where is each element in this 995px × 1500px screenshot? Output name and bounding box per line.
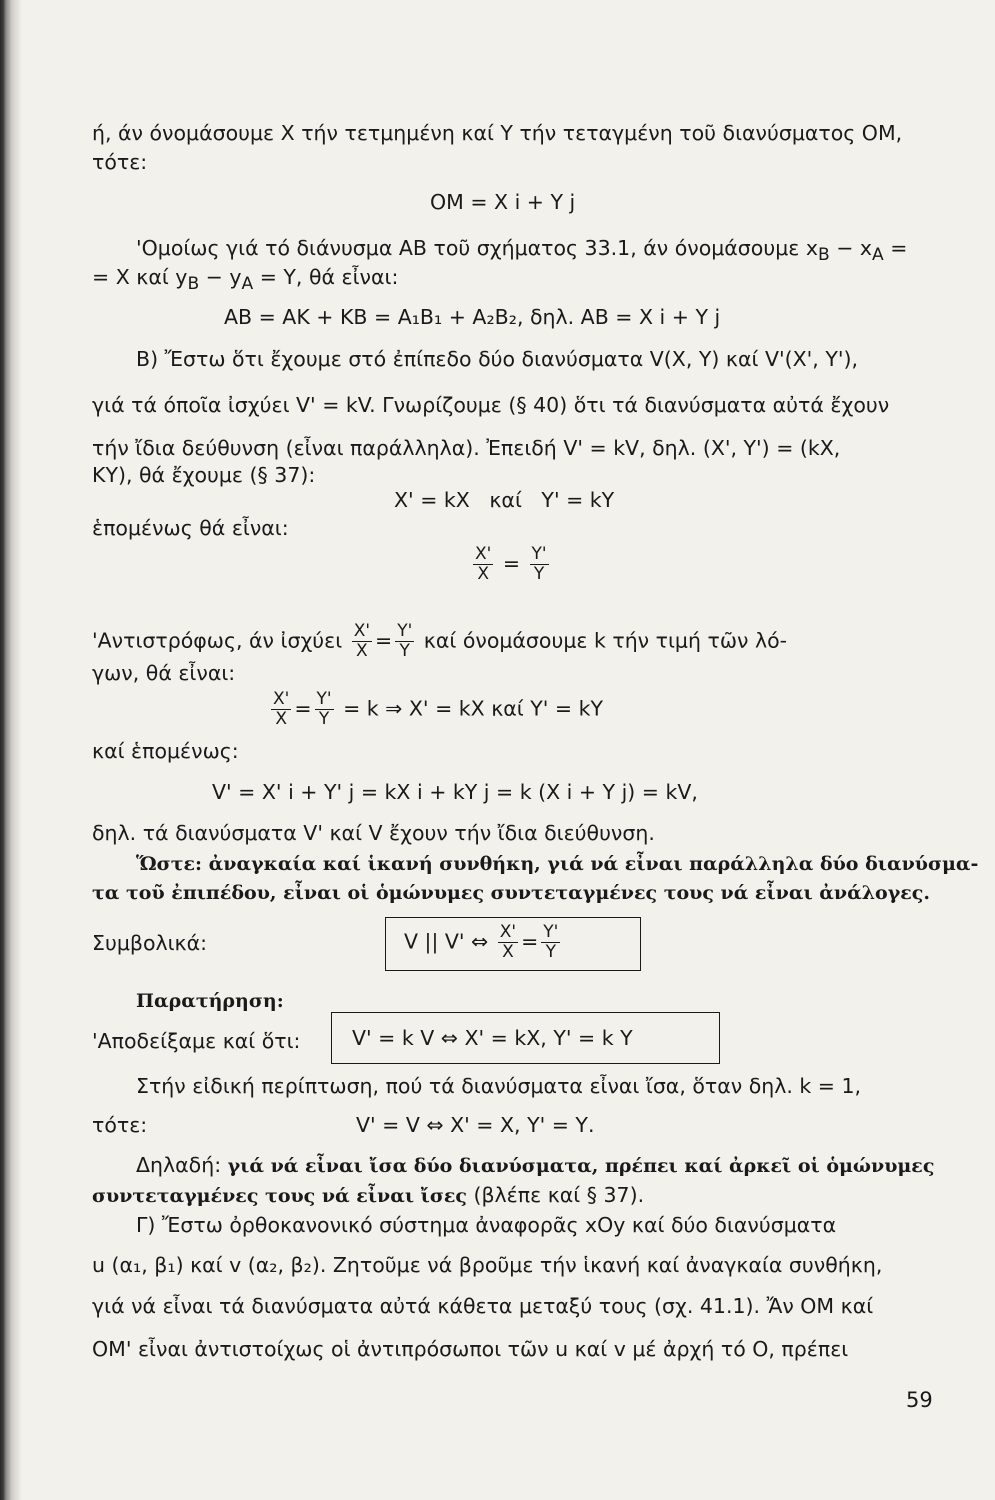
equation: $\frac{X'}{X}$ = $\frac{\Upsilon'}{\Upsilon}$ [475,544,547,584]
equation: ΟΜ = Χ i + Υ j [430,190,576,214]
text-line: 'Αποδείξαμε καί ὅτι: [92,1029,301,1053]
text-line: γιά νά εἶναι τά διανύσματα αὐτά κάθετα μεταξύ τους (σχ. 41.1). Ἄν ΟΜ καί [92,1294,874,1318]
text-line: συντεταγμένες τους νά εἶναι ἴσες (βλέπε καί § 37). [92,1183,645,1207]
text-line: Στήν εἰδική περίπτωση, πού τά διανύσματα εἶναι ἴσα, ὅταν δηλ. k = 1, [136,1074,862,1098]
text-line: καί ἑπομένως: [92,739,239,763]
text-line: τότε: [92,150,148,174]
text-line: γων, θά εἶναι: [92,661,236,685]
text-line: τήν ἴδια δεύθυνση (εἶναι παράλληλα). Ἐπειδή V' = kV, δηλ. (Χ', Υ') = (kΧ, [92,436,841,460]
text-line: Γ) Ἔστω ὀρθοκανονικό σύστημα ἀναφορᾶς xOy καί δύο διανύσματα [136,1213,837,1237]
section-heading: Παρατήρηση: [136,990,284,1012]
equation: V' = V ⇔ Χ' = Χ, Υ' = Υ. [356,1113,595,1137]
text-line: Συμβολικά: [92,931,208,955]
text-line: τα τοῦ ἐπιπέδου, εἶναι οἱ ὁμώνυμες συντεταγμένες τους νά εἶναι ἀνάλογες. [92,882,930,904]
equation: V' = Χ' i + Υ' j = kΧ i + kΥ j = k (Χ i + Υ j) = kV, [212,780,698,804]
text-line: 'Αντιστρόφως, άν ἰσχύει $\frac{X'}{X}$ = $\frac{\Upsilon'}{\Upsilon}$ καί όνομάσουμε k τήν τιμή τῶν λό- [92,621,788,661]
equation: $\frac{X'}{X}$ = $\frac{\Upsilon'}{\Upsilon}$ = k ⇒ Χ' = kΧ καί Υ' = kΥ [273,689,603,729]
text-line: ή, άν όνομάσουμε Χ τήν τετμημένη καί Υ τήν τεταγμένη τοῦ διανύσματος ΟΜ, [92,121,903,145]
text-line: = Χ καί $y_B - y_A = \Upsilon$, θά εἶναι: [92,265,399,295]
text-line: Ὥστε: ἀναγκαία καί ἱκανή συνθήκη, γιά νά εἶναι παράλληλα δύο διανύσμα- [136,853,979,875]
text-line: ΟΜ' εἶναι ἀντιστοίχως οἱ ἀντιπρόσωποι τῶν u καί v μέ ἀρχή τό Ο, πρέπει [92,1337,849,1361]
text-line: Β) Ἔστω ὅτι ἔχουμε στό ἐπίπεδο δύο διανύσματα V(Χ, Υ) καί V'(Χ', Υ'), [136,347,859,371]
text-line: δηλ. τά διανύσματα V' καί V ἔχουν τήν ἴδια διεύθυνση. [92,821,655,845]
text-line: Δηλαδή: γιά νά εἶναι ἴσα δύο διανύσματα, πρέπει καί ἀρκεῖ οἱ ὁμώνυμες [136,1153,935,1177]
equation: ΑΒ = ΑΚ + ΚΒ = Α₁Β₁ + Α₂Β₂, δηλ. ΑΒ = Χ i + Υ j [224,305,721,329]
boxed-equation: V' = k V ⇔ Χ' = kΧ, Υ' = k Υ [331,1012,720,1064]
text-line: u (α₁, β₁) καί v (α₂, β₂). Ζητοῦμε νά βροῦμε τήν ἱκανή καί ἀναγκαία συνθήκη, [92,1253,883,1277]
text-line: ΚΥ), θά ἔχουμε (§ 37): [92,463,316,487]
text-line: ἑπομένως θά εἶναι: [92,516,289,540]
text-line: τότε: [92,1113,148,1137]
equation: Χ' = kΧ καί Υ' = kΥ [394,488,615,512]
boxed-equation: V || V' ⇔ $\frac{X'}{X}$ = $\frac{\Upsilon'}{\Upsilon}$ [385,917,641,971]
page-number: 59 [906,1388,933,1412]
scan-binding-edge [0,0,22,1500]
text-line: 'Ομοίως γιά τό διάνυσμα ΑΒ τοῦ σχήματος 33.1, άν όνομάσουμε $x_B - x_A$ = [136,236,908,266]
text-line: γιά τά όποῖα ἰσχύει V' = kV. Γνωρίζουμε (§ 40) ὅτι τά διανύσματα αὐτά ἔχουν [92,393,890,417]
